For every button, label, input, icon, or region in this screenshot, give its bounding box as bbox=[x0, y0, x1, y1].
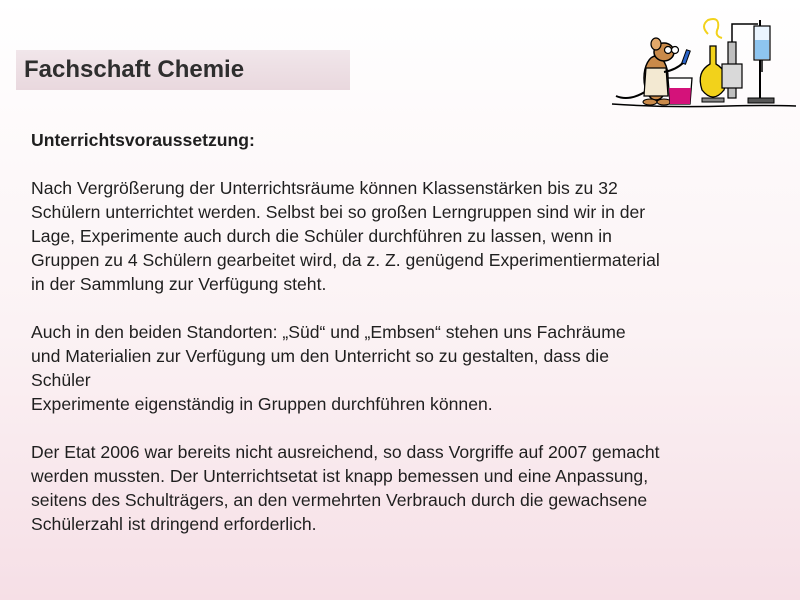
paragraph-rooms bbox=[31, 176, 771, 296]
text-line: werden mussten. Der Unterrichtsetat ist knapp bemessen und eine Anpassung, bbox=[31, 466, 649, 486]
content-body bbox=[31, 128, 771, 560]
text-line: Lage, Experimente auch durch die Schüler durchführen zu lassen, wenn in bbox=[31, 226, 612, 246]
section-heading: Unterrichtsvoraussetzung: bbox=[31, 130, 255, 150]
chemist-mouse-lab-icon bbox=[608, 12, 798, 112]
text-line: und Materialien zur Verfügung um den Unterricht so zu gestalten, dass die bbox=[31, 346, 609, 366]
text-line: Schülerzahl ist dringend erforderlich. bbox=[31, 514, 317, 534]
page-title: Fachschaft Chemie bbox=[24, 56, 245, 83]
text-line: Gruppen zu 4 Schülern gearbeitet wird, da z. Z. genügend Experimentiermaterial bbox=[31, 250, 660, 270]
title-banner bbox=[16, 50, 350, 90]
text-line: Experimente eigenständig in Gruppen durchführen können. bbox=[31, 394, 493, 414]
text-line: Auch in den beiden Standorten: „Süd“ und „Embsen“ stehen uns Fachräume bbox=[31, 322, 626, 342]
text-line: Schüler bbox=[31, 370, 91, 390]
text-line: Schülern unterrichtet werden. Selbst bei so großen Lerngruppen sind wir in der bbox=[31, 202, 646, 222]
text-line: Nach Vergrößerung der Unterrichtsräume können Klassenstärken bis zu 32 bbox=[31, 178, 618, 198]
paragraph-locations bbox=[31, 320, 771, 416]
text-line: Der Etat 2006 war bereits nicht ausreichend, so dass Vorgriffe auf 2007 gemacht bbox=[31, 442, 660, 462]
text-line: seitens des Schulträgers, an den vermehrten Verbrauch durch die gewachsene bbox=[31, 490, 648, 510]
paragraph-budget bbox=[31, 440, 771, 536]
text-line: in der Sammlung zur Verfügung steht. bbox=[31, 274, 327, 294]
